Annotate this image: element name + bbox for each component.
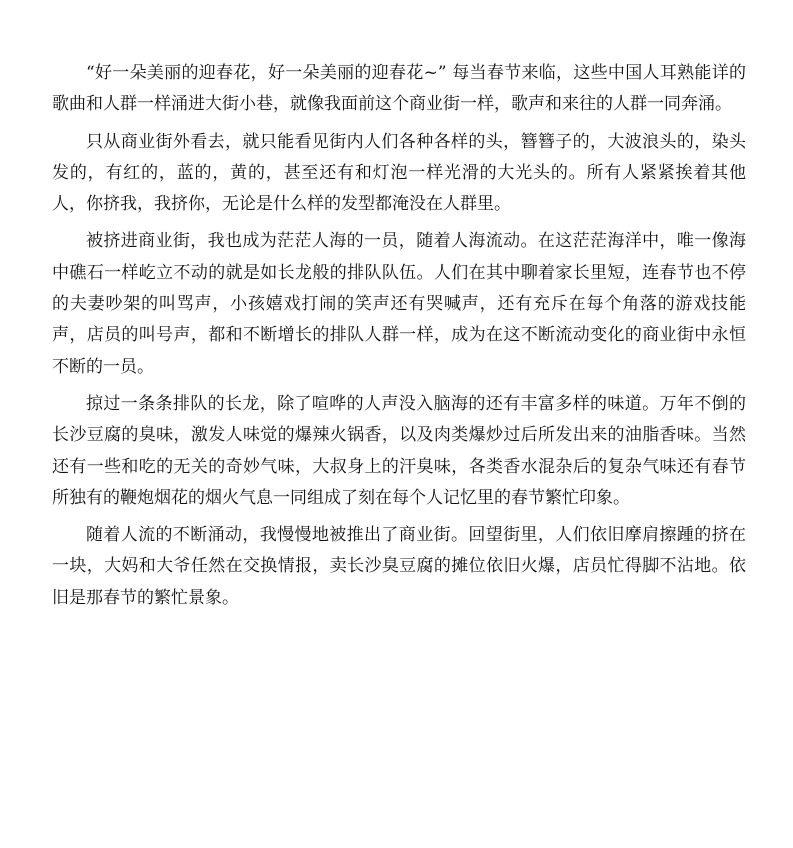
paragraph: 只从商业街外看去，就只能看见街内人们各种各样的头，簪簪子的，大波浪头的，染头发的，有红的，蓝的，黄的，甚至还有和灯泡一样光滑的大光头的。所有人紧紧挨着其他人，你挤我，我挤你，无论是什么样的发型都淹没在人群里。 — [52, 131, 746, 215]
paragraph: 被挤进商业街，我也成为茫茫人海的一员，随着人海流动。在这茫茫海洋中，唯一像海中礁石一样屹立不动的就是如长龙般的排队队伍。人们在其中聊着家长里短，连春节也不停的夫妻吵架的叫骂声，小孩嬉戏打闹的笑声还有哭喊声，还有充斥在每个角落的游戏技能声，店员的叫号声，都和不断增长的排队人群一样，成为在这不断流动变化的商业街中永恒不断的一员。 — [52, 231, 746, 377]
paragraph: 随着人流的不断涌动，我慢慢地被推出了商业街。回望街里，人们依旧摩肩擦踵的挤在一块，大妈和大爷任然在交换情报，卖长沙臭豆腐的摊位依旧火爆，店员忙得脚不沾地。依旧是那春节的繁忙景象。 — [52, 525, 746, 608]
paragraph: “好一朵美丽的迎春花，好一朵美丽的迎春花~” 每当春节来临，这些中国人耳熟能详的歌曲和人群一样涌进大街小巷，就像我面前这个商业街一样，歌声和来往的人群一同奔涌。 — [52, 63, 746, 115]
paragraph: 掠过一条条排队的长龙，除了喧哗的人声没入脑海的还有丰富多样的味道。万年不倒的长沙豆腐的臭味，激发人味觉的爆辣火锅香，以及肉类爆炒过后所发出来的油脂香味。当然还有一些和吃的无关的奇妙气味，大叔身上的汗臭味，各类香水混杂后的复杂气味还有春节所独有的鞭炮烟花的烟火气息一同组成了刻在每个人记忆里的春节繁忙印象。 — [52, 393, 746, 508]
document-body — [52, 58, 746, 620]
